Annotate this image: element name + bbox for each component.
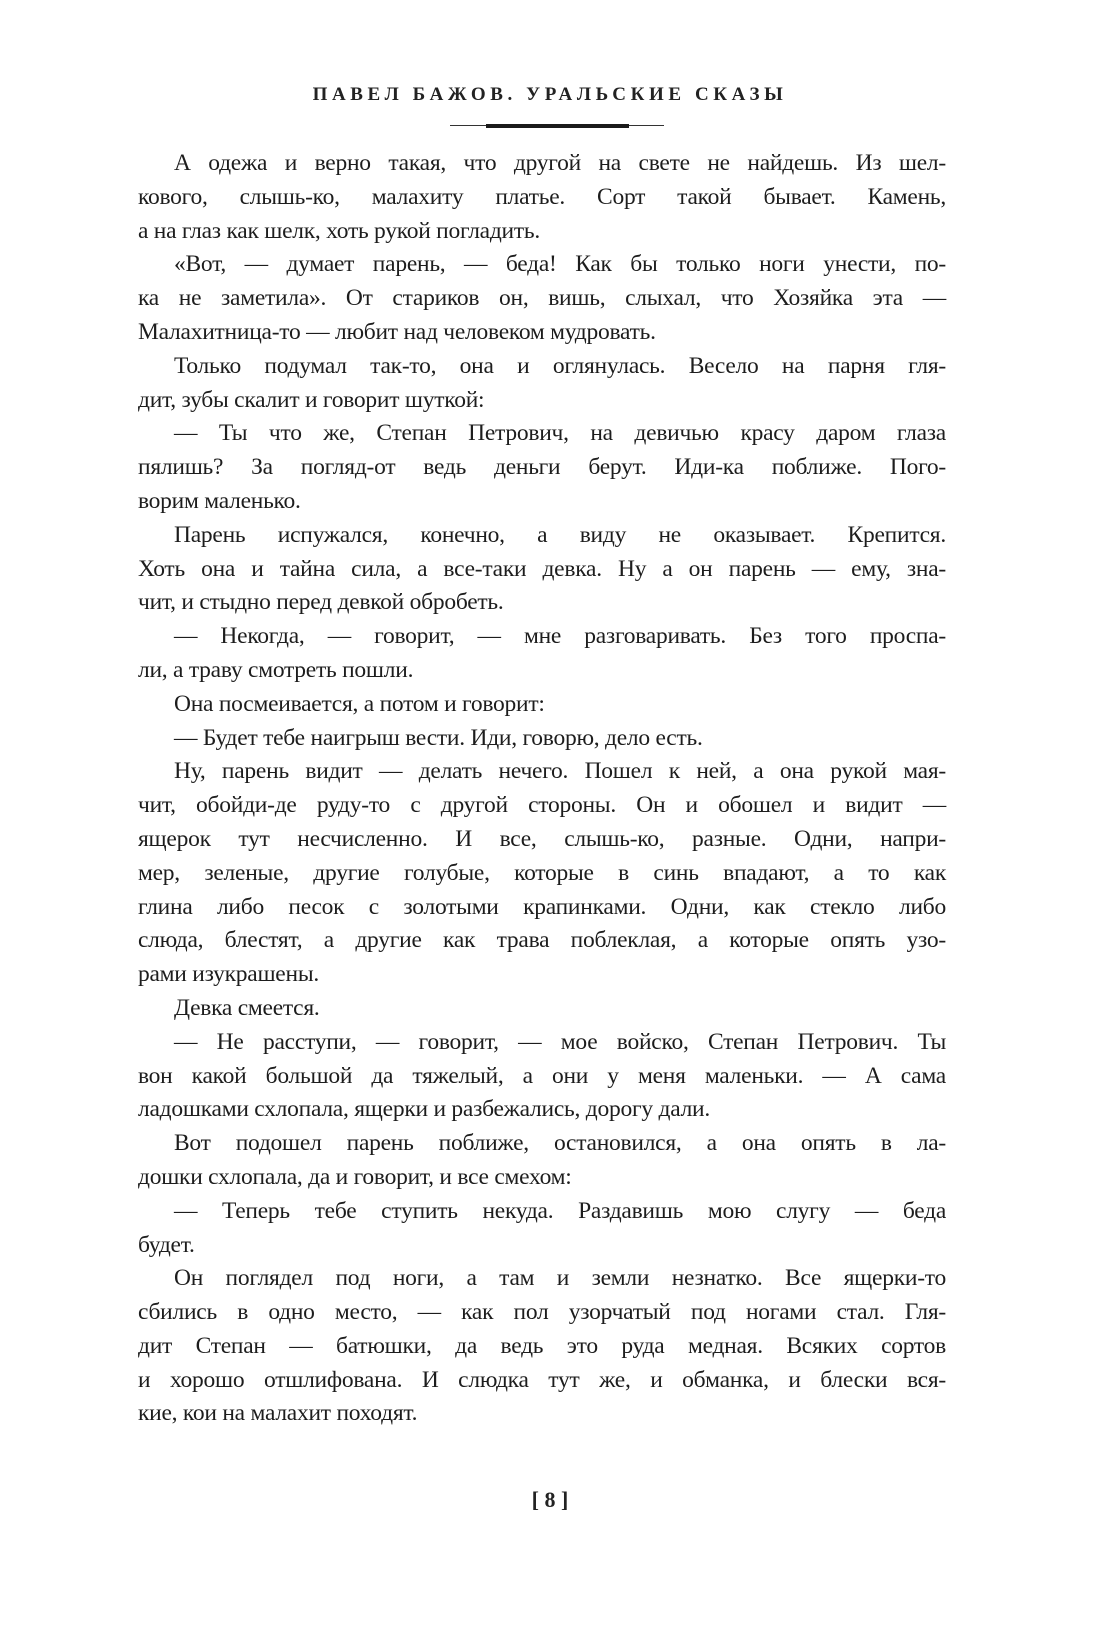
text-line: Ну, парень видит — делать нечего. Пошел к ней, а она рукой мая- xyxy=(174,758,946,785)
text-line: чит, и стыдно перед девкой обробеть. xyxy=(138,589,504,616)
text-line: Девка смеется. xyxy=(174,994,320,1021)
text-line: глина либо песок с золотыми крапинками. Одни, как стекло либо xyxy=(138,893,946,920)
text-line: и хорошо отшлифована. И слюдка тут же, и обманка, и блески вся- xyxy=(138,1366,946,1393)
text-line: — Некогда, — говорит, — мне разговаривать. Без того проспа- xyxy=(174,623,946,650)
text-line: Только подумал так-то, она и оглянулась. Весело на парня гля- xyxy=(174,352,946,379)
text-line: дит Степан — батюшки, да ведь это руда медная. Всяких сортов xyxy=(138,1332,946,1359)
text-line: будет. xyxy=(138,1231,195,1258)
text-line: Он поглядел под ноги, а там и земли незнатко. Все ящерки-то xyxy=(174,1265,946,1292)
text-line: чит, обойди-де руду-то с другой стороны. Он и обошел и видит — xyxy=(138,792,946,819)
text-line: ворим маленько. xyxy=(138,487,301,514)
text-line: Парень испужался, конечно, а виду не оказывает. Крепится. xyxy=(174,521,946,548)
text-line: дошки схлопала, да и говорит, и все смехом: xyxy=(138,1163,572,1190)
text-line: ка не заметила». От стариков он, вишь, слыхал, что Хозяйка эта — xyxy=(138,285,946,312)
text-line: — Не расступи, — говорит, — мое войско, Степан Петрович. Ты xyxy=(174,1028,946,1055)
text-line: — Будет тебе наигрыш вести. Иди, говорю, дело есть. xyxy=(174,724,703,751)
text-line: А одежа и верно такая, что другой на свете не найдешь. Из шел- xyxy=(174,150,946,176)
text-line: пялишь? За погляд-от ведь деньги берут. Иди-ка поближе. Пого- xyxy=(138,454,946,481)
text-line: вон какой большой да тяжелый, а они у меня маленьки. — А сама xyxy=(138,1062,946,1089)
text-line: ладошками схлопала, ящерки и разбежались, дорогу дали. xyxy=(138,1096,711,1123)
text-line: кового, слышь-ко, малахиту платье. Сорт такой бывает. Камень, xyxy=(138,183,946,210)
text-line: Вот подошел парень поближе, остановился, а она опять в ла- xyxy=(174,1130,946,1157)
text-line: ли, а траву смотреть пошли. xyxy=(138,656,414,683)
text-line: сбились в одно место, — как пол узорчатый под ногами стал. Гля- xyxy=(138,1299,946,1326)
text-line: — Ты что же, Степан Петрович, на девичью красу даром глаза xyxy=(174,420,946,447)
text-line: «Вот, — думает парень, — беда! Как бы только ноги унести, по- xyxy=(174,251,946,278)
text-line: слюда, блестят, а другие как трава поблеклая, а которые опять узо- xyxy=(138,927,946,954)
page-number: [ 8 ] xyxy=(531,1487,569,1512)
text-line: дит, зубы скалит и говорит шуткой: xyxy=(138,386,485,413)
text-line: кие, кои на малахит походят. xyxy=(138,1400,418,1427)
text-line: Малахитница-то — любит над человеком мудровать. xyxy=(138,318,656,345)
text-line: — Теперь тебе ступить некуда. Раздавишь мою слугу — беда xyxy=(174,1197,946,1224)
text-line: Хоть она и тайна сила, а все-таки девка. Ну а он парень — ему, зна- xyxy=(138,555,946,582)
text-line: Она посмеивается, а потом и говорит: xyxy=(174,690,545,717)
text-line: рами изукрашены. xyxy=(138,961,319,988)
body-text xyxy=(138,147,946,1431)
header-rule-thick xyxy=(486,124,629,128)
text-line: ящерок тут несчисленно. И все, слышь-ко, разные. Одни, напри- xyxy=(138,825,946,852)
text-line: мер, зеленые, другие голубые, которые в синь впадают, а то как xyxy=(138,859,946,886)
running-title: ПАВЕЛ БАЖОВ. УРАЛЬСКИЕ СКАЗЫ xyxy=(312,84,788,105)
text-line: а на глаз как шелк, хоть рукой погладить. xyxy=(138,217,540,244)
